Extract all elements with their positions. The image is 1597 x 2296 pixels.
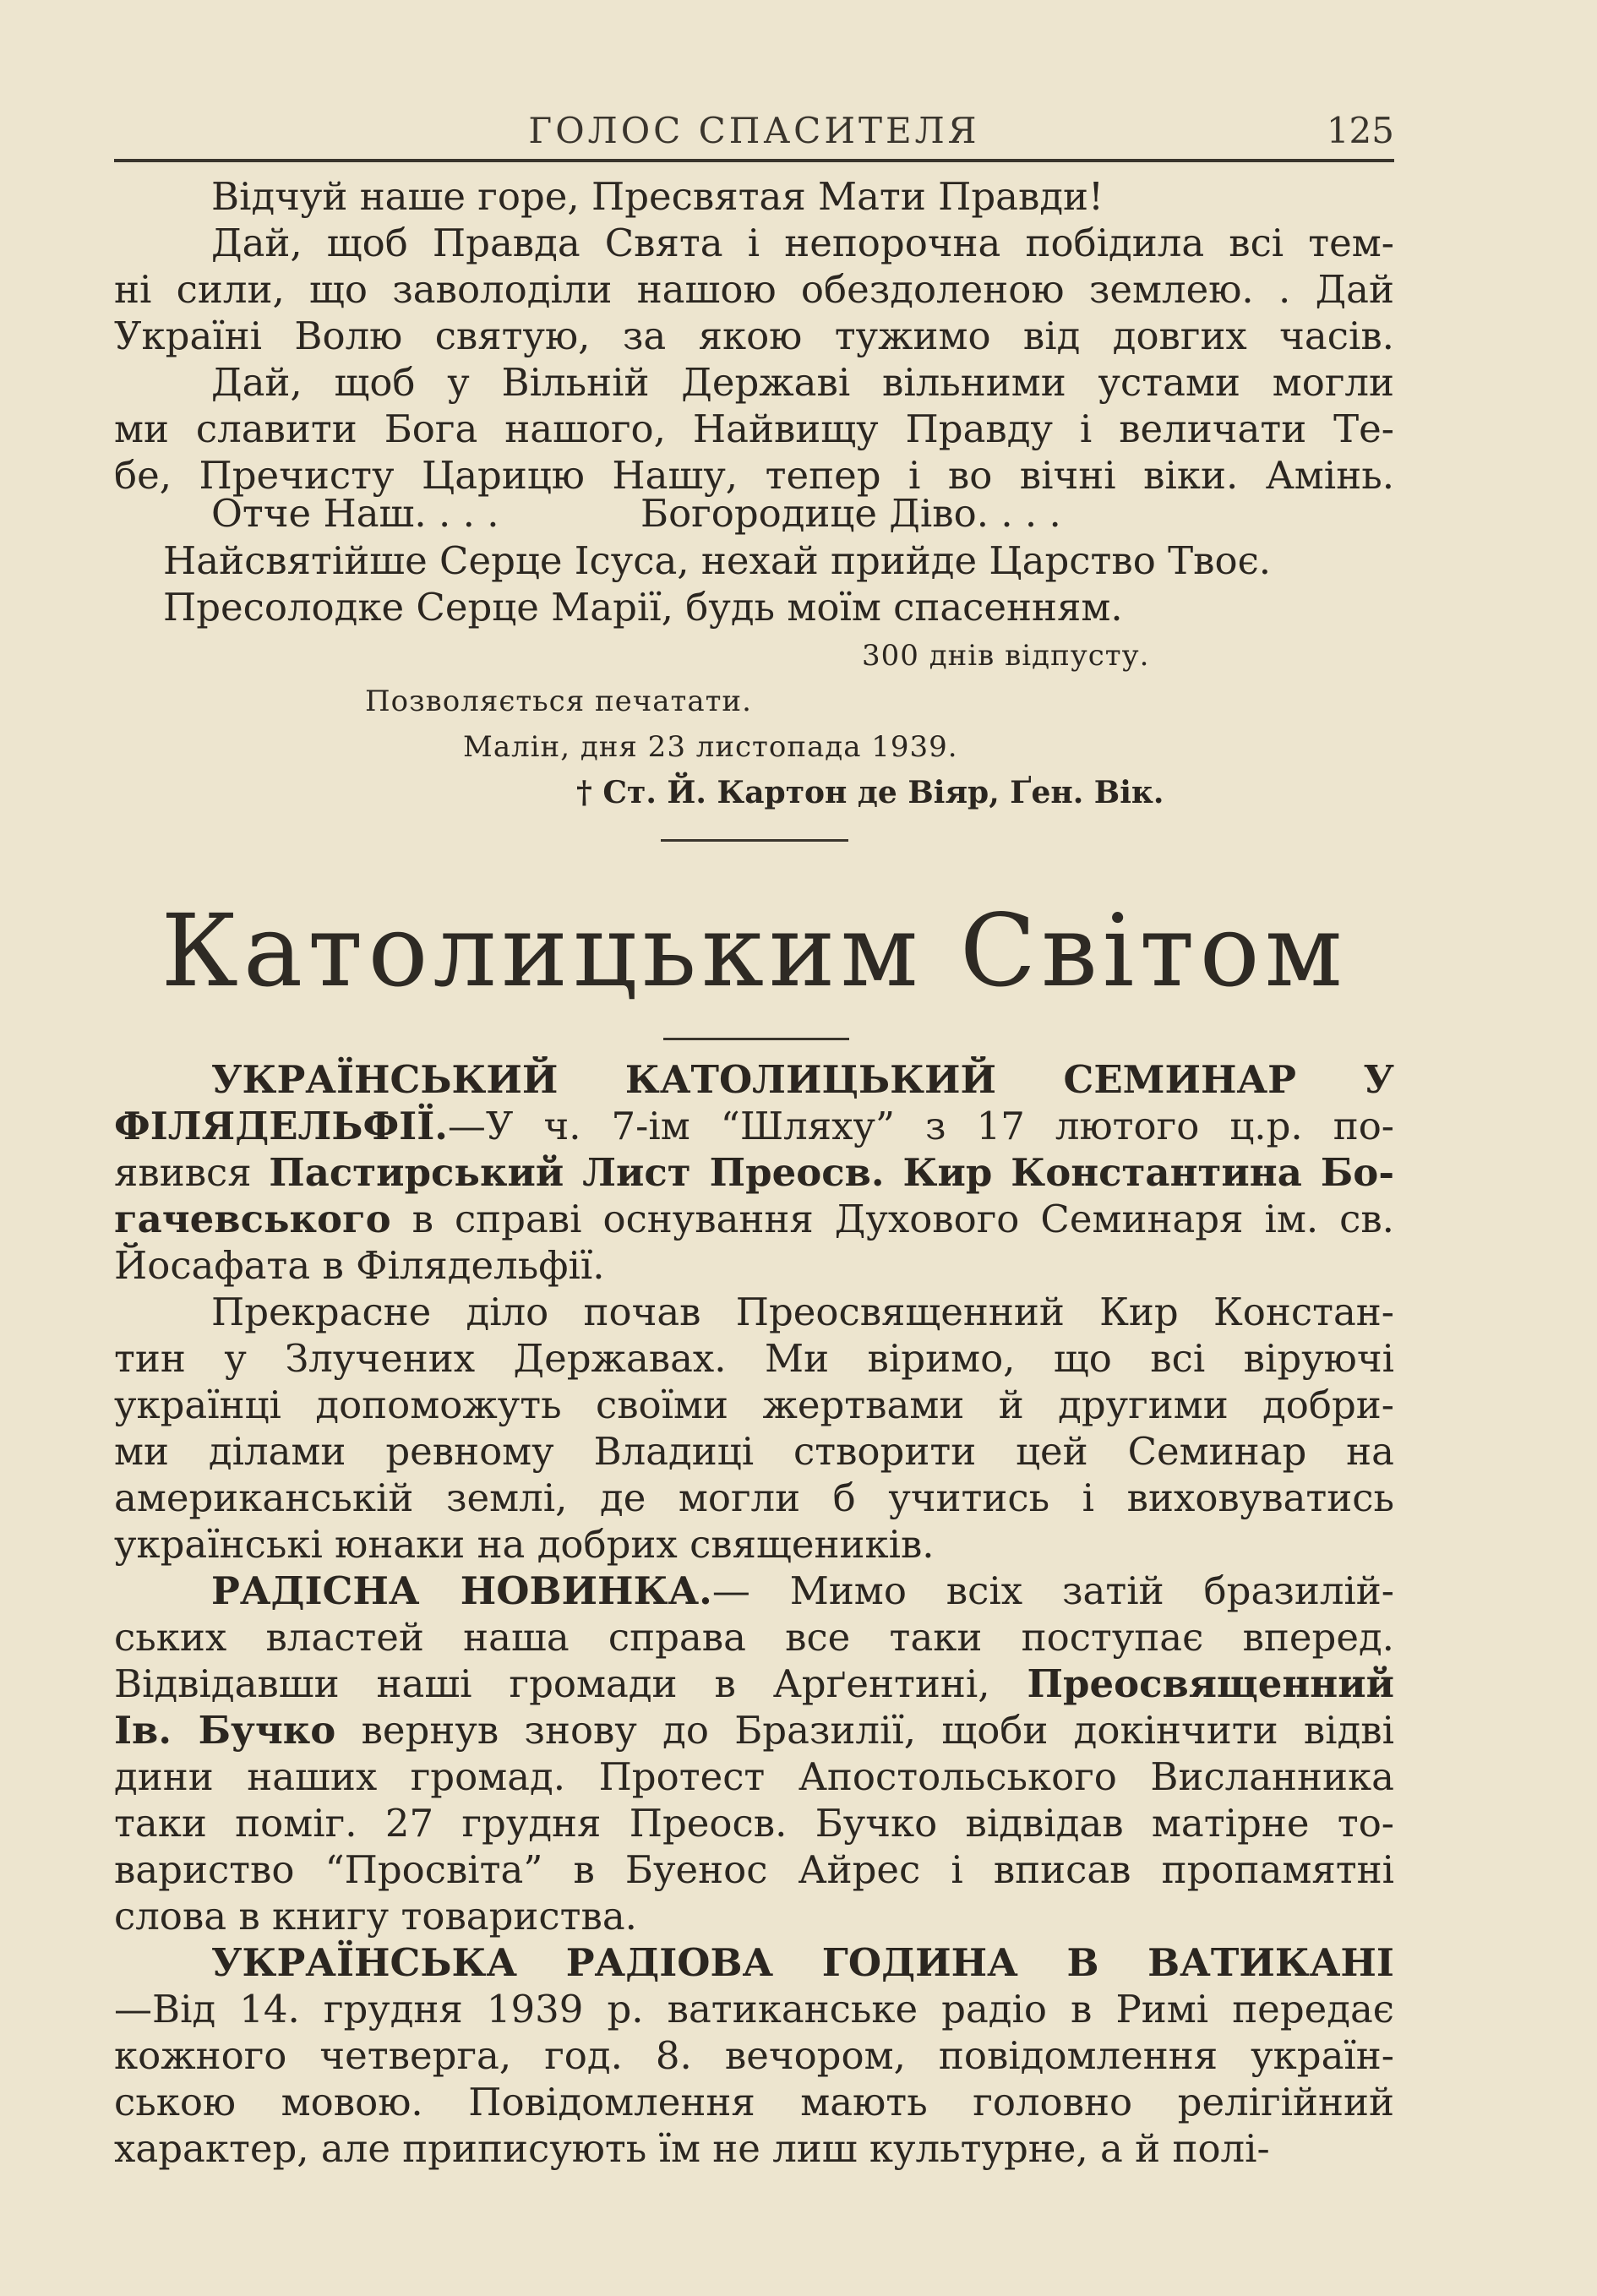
- section-divider: [661, 839, 848, 842]
- news-line: [114, 1335, 1394, 1382]
- news-paragraph: [114, 1939, 1394, 2172]
- news-line: [114, 1986, 1394, 2032]
- page-number: 125: [1326, 110, 1394, 151]
- news-line: [114, 1289, 1394, 1335]
- prayer-responses: [211, 490, 1394, 537]
- news-line: [114, 1475, 1394, 1521]
- news-line: [114, 2125, 1394, 2172]
- bold-run: РАДІСНА НОВИНКА.: [211, 1568, 712, 1613]
- news-line: [114, 1846, 1394, 1893]
- news-line: [114, 1196, 1394, 1242]
- header-rule: [114, 159, 1394, 162]
- text-run: —У ч. 7-ім “Шляху” з 17 лютого ц.р. по-: [447, 1104, 1394, 1148]
- text-run: в справі оснування Духового Семинаря ім. св.: [390, 1197, 1394, 1241]
- news-line: [114, 1242, 1394, 1289]
- news-line: [114, 1568, 1394, 1614]
- text-run: — Мимо всіх затій бразилій-: [711, 1568, 1394, 1613]
- news-line: [114, 1428, 1394, 1475]
- prayer-text: [114, 173, 1394, 499]
- text-run: таки поміг. 27 грудня Преосв. Бучко відвідав матірне то-: [114, 1801, 1394, 1846]
- running-title: ГОЛОС СПАСИТЕЛЯ: [528, 110, 980, 151]
- invocation-line: Найсвятійше Серце Ісуса, нехай прийде Царство Твоє.: [163, 538, 1272, 583]
- prayer-line: Дай, щоб Правда Свята і непорочна побідила всі тем-: [211, 221, 1394, 265]
- signature: † Ст. Й. Картон де Віяр, Ґен. Вік.: [576, 775, 1164, 810]
- bold-run: гачевського: [114, 1197, 391, 1241]
- text-run: вариство “Просвіта” в Буенос Айрес і вписав пропамятні: [114, 1847, 1394, 1892]
- running-header: [114, 103, 1394, 162]
- bold-run: Пастирський Лист Преосв. Кир Константина Бо-: [269, 1150, 1394, 1195]
- prayer-line: Україні Волю святую, за якою тужимо від довгих часів.: [114, 314, 1394, 358]
- news-column: [114, 1056, 1394, 2172]
- title-underline: [663, 1038, 849, 1040]
- text-run: ською мовою. Повідомлення мають головно релігійний: [114, 2080, 1394, 2124]
- text-run: явився: [114, 1150, 270, 1195]
- indulgence-note: 300 днів відпусту.: [862, 639, 1150, 673]
- bold-run: УКРАЇНСЬКИЙ КАТОЛИЦЬКИЙ СЕМИНАР У: [211, 1057, 1394, 1102]
- text-run: кожного четверга, год. 8. вечором, повідомлення україн-: [114, 2033, 1394, 2078]
- prayer-line: ні сили, що заволоділи нашою обездоленою землею. . Дай: [114, 267, 1394, 312]
- news-line: [114, 1939, 1394, 1986]
- news-line: [114, 1149, 1394, 1196]
- text-run: американській землі, де могли б учитись і виховуватись: [114, 1475, 1394, 1520]
- text-run: тин у Злучених Державах. Ми віримо, що всі віруючі: [114, 1336, 1394, 1381]
- invocations: [114, 537, 1394, 630]
- otche-nash: Отче Наш. . . .: [211, 491, 499, 536]
- bold-run: ФІЛЯДЕЛЬФІЇ.: [114, 1104, 448, 1148]
- prayer-line: ми славити Бога нашого, Найвищу Правду і величати Те-: [114, 406, 1394, 451]
- news-line: [114, 1893, 1394, 1939]
- news-line: [114, 1056, 1394, 1103]
- bohorodytse-divo: Богородице Діво. . . .: [640, 491, 1061, 536]
- text-run: —Від 14. грудня 1939 р. ватиканське радіо в Римі передає: [114, 1987, 1394, 2031]
- section-title: Католицьким Світом: [161, 892, 1348, 1009]
- text-run: дини наших громад. Протест Апостольського Висланника: [114, 1754, 1394, 1799]
- text-run: Прекрасне діло почав Преосвященний Кир Констан-: [211, 1290, 1394, 1334]
- prayer-line: Дай, щоб у Вільній Державі вільними устами могли: [211, 360, 1394, 405]
- news-line: [114, 1614, 1394, 1661]
- news-line: [114, 1103, 1394, 1149]
- news-line: [114, 1753, 1394, 1800]
- bold-run: Ів. Бучко: [114, 1708, 336, 1753]
- news-paragraph: [114, 1056, 1394, 1289]
- news-paragraph: [114, 1289, 1394, 1568]
- imprimatur: Позволяється печатати.: [365, 684, 752, 718]
- news-paragraph: [114, 1568, 1394, 1939]
- text-run: українці допоможуть своїми жертвами й другими добри-: [114, 1383, 1394, 1427]
- news-line: [114, 1521, 1394, 1568]
- news-line: [114, 1800, 1394, 1846]
- text-run: українські юнаки на добрих священиків.: [114, 1522, 935, 1567]
- invocation-line: Пресолодке Серце Марії, будь моїм спасенням.: [163, 585, 1123, 630]
- news-line: [114, 2079, 1394, 2125]
- text-run: Відвідавши наші громади в Арґентині,: [114, 1661, 1027, 1706]
- bold-run: Преосвященний: [1027, 1661, 1394, 1706]
- text-run: ських властей наша справа все таки поступає вперед.: [114, 1615, 1394, 1660]
- place-date: Малін, дня 23 листопада 1939.: [463, 730, 958, 764]
- text-run: Йосафата в Філядельфії.: [114, 1243, 605, 1288]
- prayer-line: бе, Пречисту Царицю Нашу, тепер і во вічні віки. Амінь.: [114, 453, 1394, 498]
- text-run: ми ділами ревному Владиці створити цей Семинар на: [114, 1429, 1394, 1474]
- news-line: [114, 1707, 1394, 1753]
- news-line: [114, 1661, 1394, 1707]
- text-run: характер, але приписують їм не лиш культурне, а й полі-: [114, 2126, 1270, 2171]
- text-run: вернув знову до Бразилії, щоби докінчити відві: [335, 1708, 1394, 1753]
- bold-run: УКРАЇНСЬКА РАДІОВА ГОДИНА В ВАТИКАНІ: [211, 1940, 1394, 1985]
- news-line: [114, 2032, 1394, 2079]
- text-run: слова в книгу товариства.: [114, 1894, 637, 1939]
- prayer-line: Відчуй наше горе, Пресвятая Мати Правди!: [211, 174, 1104, 219]
- news-line: [114, 1382, 1394, 1428]
